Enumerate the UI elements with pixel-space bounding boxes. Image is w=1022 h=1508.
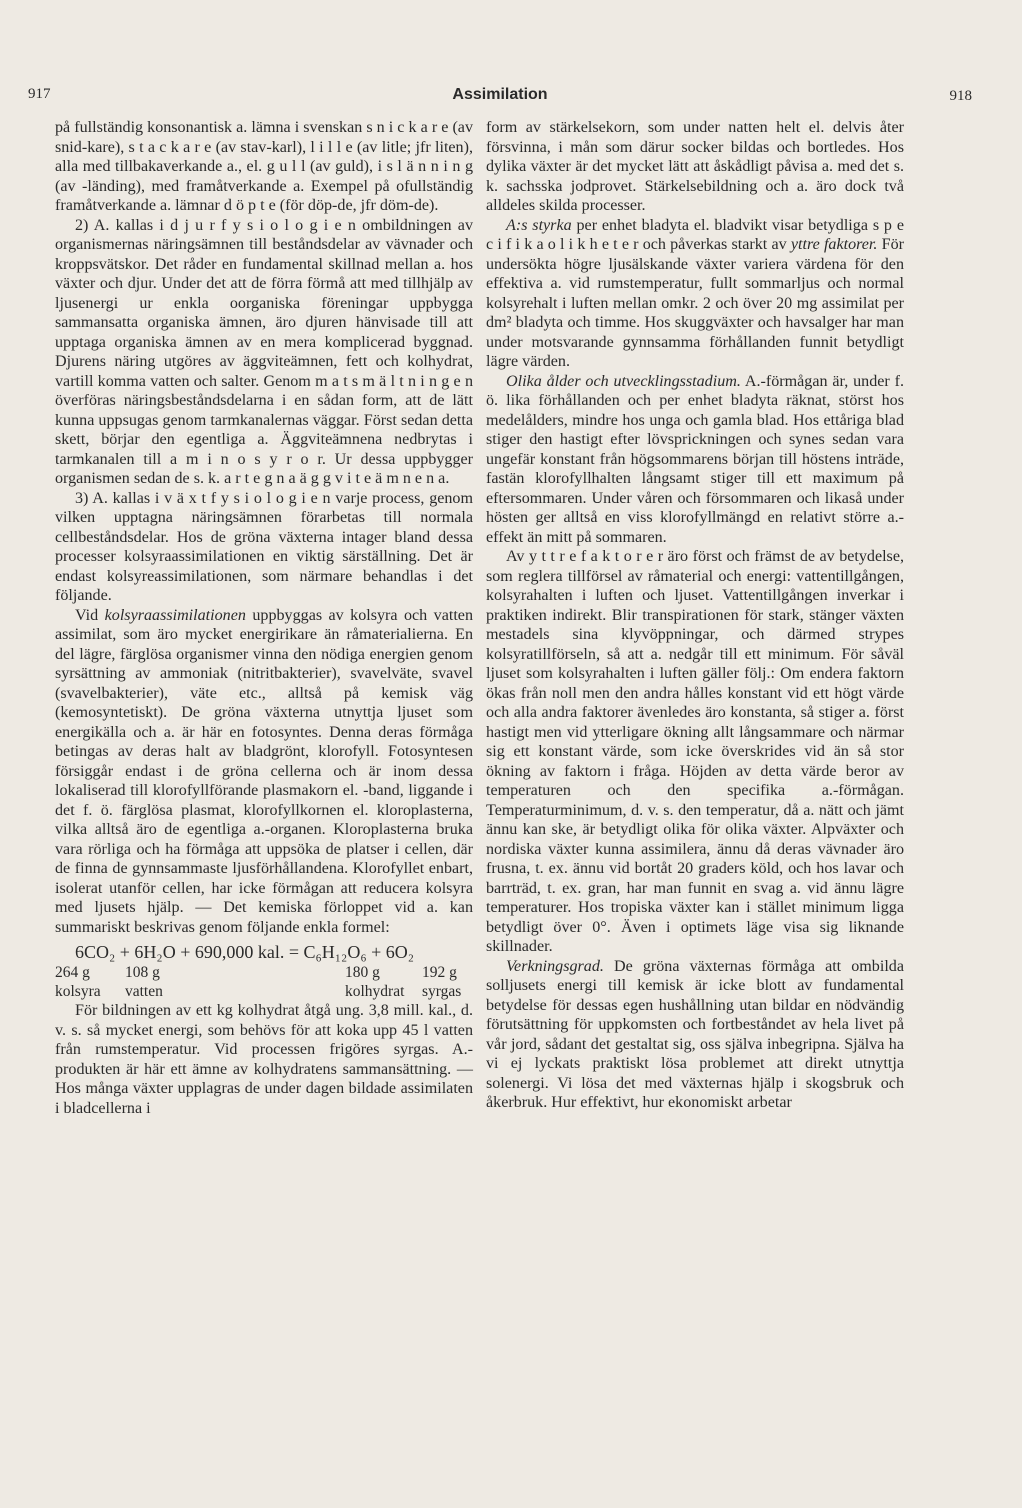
formula-names (55, 982, 473, 1001)
name-cell: syrgas (422, 983, 462, 1000)
term-italic: yttre faktorer. (790, 236, 878, 253)
paragraph-energy: För bildningen av ett kg kolhydrat åtgå ung. 3,8 mill. kal., d. v. s. så mycket energi, som behövs för att koka upp 45 l vatten från rumstemperatur. Vid processen frigöres syrgas. A.-produkten är här ett ämne av kolhydratens sammansättning. — Hos många växter upplagras de under dagen bildade assimilaten i bladcellerna i (55, 1002, 473, 1117)
mass-cell: 180 g (345, 964, 380, 981)
mass-cell: 108 g (125, 964, 160, 981)
page-number-right: 918 (949, 88, 972, 104)
paragraph-djurfysiologi: 2) A. kallas i d j u r f y s i o l o g i e n ombildningen av organismernas näringsämnen till beståndsdelar av vävnader och kroppsvätskor. Det råder en fundamental skillnad mellan a. hos växter och djur. Under det att de förra förmå att med tillhjälp av ljusenergi ur enkla oorganiska föreningar uppbygga sammansatta organiska ämnen, äro djuren hänvisade till att upptaga organiska ämnen av en mera komplicerad byggnad. Djurens näring utgöres av äggviteämnen, fett och kolhydrat, vartill komma vatten och salter. Genom m a t s m ä l t n i n g e n överföras näringsbeståndsdelarna i en sådan form, att de lätt kunna uppsugas genom tarmkanalernas väggar. Först sedan detta skett, börjar den egentliga a. Äggviteämnena nedbrytas i tarmkanalen till a m i n o s y r o r. Ur dessa uppbygger organismen sedan de s. k. a r t e g n a ä g g v i t e ä m n e n a. (55, 216, 473, 487)
paragraph-vaxtfysiologi: 3) A. kallas i v ä x t f y s i o l o g i e n varje process, genom vilken upptagna näringsämnen förarbetas till normala cellbeståndsdelar. Hos de gröna växterna intager bland dessa processer kolsyraassimilationen en viktig särställning. Det är endast kolsyreassimilationen, som närmare behandlas i det följande. (55, 489, 473, 604)
term-italic: kolsyraassimilationen (104, 606, 246, 624)
paragraph-continuation: på fullständig konsonantisk a. lämna i svenskan s n i c k a r e (av snid-kare), s t a c k a r e (av stav-karl), l i l l e (av litle; jfr liten), alla med tillbakaverkande a., el. g u l l (av guld), i s l ä n n i n g (av -länding), med framåtverkande a. Exempel på ofullständig framåtverkande a. lämnar d ö p t e (för döp-de, jfr döm-de). (55, 119, 473, 214)
term-italic: A:s styrka (506, 216, 572, 234)
paragraph-text: per enhet bladyta el. bladvikt visar betydliga s p e c i f i k a o l i k h e t e r och påverkas starkt av (486, 216, 904, 253)
term-italic: Verkningsgrad. (506, 957, 604, 975)
paragraph-kolsyraassimilation (55, 606, 473, 938)
paragraph-text: uppbyggas av kolsyra och vatten assimilat, som äro mycket energirikare än råmaterialierna. En del lägre, färglösa organismer vinna den nödiga energien genom syrsättning av ammoniak (nitritbakterier), svavelväte, svavel (svavelbakterier), väte etc., alltså på kemisk väg (kemosyntetiskt). De gröna växterna utnyttja ljuset som energikälla och a. är här en fotosyntes. Denna deras förmåga betingas av deras halt av bladgrönt, klorofyll. Fotosyntesen försiggår endast i de gröna cellerna och är inom dessa lokaliserad till klorofyllförande plasmakorn el. -band, liggande i det f. ö. färglösa plasmat, klorofyllkornen el. kloroplasterna, vilka alltså äro de egentliga a.-organen. Kloroplasterna bruka vara rörliga och ha förmåga att uppsöka de platser i cellen, där de finna de gynnsammaste ljusförhållandena. Klorofyllet enbart, isolerat utanför cellen, har icke förmågan att reducera kolsyra med ljusets hjälp. — Det kemiska förloppet vid a. kan summariskt beskrivas genom följande enkla formel: (55, 606, 473, 936)
paragraph-alder (486, 372, 904, 548)
mass-cell: 192 g (422, 964, 457, 981)
page-header (28, 80, 972, 108)
name-cell: kolsyra (55, 983, 101, 1000)
formula-legend (55, 963, 473, 1001)
paragraph-yttre-faktorer: Av y t t r e f a k t o r e r äro först och främst de av betydelse, som reglera tillförsel av råmaterial och energi: vattentillgången, kolsyrahalten i luften och ljuset. Vattentillgången inverkar i praktiken indirekt. Blir transpirationen för stark, stänger växten mestadels sina klyvöppningar, och därmed strypes kolsyratillförseln, så att a. nedgår till ett minimum. För såväl ljuset som kolsyrahalten i luften gäller följ.: Om endera faktorn ökas från noll men den andra hålles konstant vid ett högt värde och alla andra faktorer ävenledes äro konstanta, så stiger a. först hastigt men vid ytterligare ökning allt långsammare och närmar sig ett konstant värde, som icke överskrides vid än så stor ökning av faktorn i fråga. Höjden av detta värde beror av temperaturen och den specifika a.-förmågan. Temperaturminimum, d. v. s. den temperatur, då a. nätt och jämt ännu kan ske, är betydligt olika för olika växter. Alpväxter och nordiska växter kunna assimilera, ännu då deras vävnader äro frusna, t. ex. ännu vid bortåt 20 graders köld, och hos lavar och barrträd, t. ex. gran, har man funnit en svag a. vid ännu lägre temperaturer. Hos tropiska växter kan i stället minimum ligga betydligt över 0°. Även i optimets läge visa sig liknande skillnader. (486, 548, 904, 955)
right-column (486, 118, 904, 1113)
formula-masses (55, 963, 473, 982)
paragraph-text: A.-förmågan är, under f. ö. lika förhållanden och per enhet bladyta räknat, störst hos medelålders, mindre hos unga och gamla blad. Hos ettåriga blad stiger den hastigt efter lövsprickningen och synes sedan vara ungefär konstant från högsommarens början till höstens inträde, fastän klorofyllhalten långsamt stiger till ett maximum på eftersommaren. Under våren och försommaren och likaså under hösten ger alltså en viss klorofyllmängd en relativt större a.-effekt än mitt på sommaren. (486, 372, 904, 546)
paragraph-text: De gröna växternas förmåga att ombilda solljusets energi till kemisk är icke blott av fundamental betydelse för dessas egen hushållning utan bildar en nödvändig förutsättning för uppkomsten och fortbeståndet av hela livet på vår jord, sådant det gestaltat sig, oss själva inbegripna. Själva ha vi ej lyckats praktiskt lösa problemet att direkt utnyttja solenergi. Vi lösa det med växternas hjälp i skogsbruk och åkerbruk. Hur effektivt, hur ekonomiskt arbetar (486, 957, 904, 1111)
paragraph-text: För undersökta högre ljusälskande växter variera värdena för den effektiva a. vid rumstemperatur, fullt sommarljus och normal kolsyrehalt i luften mellan omkr. 2 och över 20 mg assimilat per dm² bladyta och timme. Hos skuggväxter och havsalger har man under motsvarande gynnsamma förhållanden funnit betydligt lägre värden. (486, 236, 904, 370)
name-cell: vatten (125, 983, 163, 1000)
name-cell: kolhydrat (345, 983, 405, 1000)
chemical-formula: 6CO₂ + 6H₂O + 690,000 kal. = C₆H₁₂O₆ + 6O₂ (75, 942, 415, 962)
term-italic: Olika ålder och utvecklingsstadium. (506, 372, 741, 390)
paragraph-styrka (486, 216, 904, 372)
paragraph-verkningsgrad (486, 957, 904, 1113)
page-number-left: 917 (28, 86, 51, 102)
running-title: Assimilation (452, 86, 548, 103)
mass-cell: 264 g (55, 964, 90, 981)
left-column (55, 118, 473, 1118)
lead-word: Vid (75, 606, 99, 624)
paragraph-continuation: form av stärkelsekorn, som under natten helt el. delvis åter försvinna, i mån som därur socker bildas och bortledes. Hos dylika växter är det mycket lätt att åskådligt påvisa a. med det s. k. sachsska jodprovet. Stärkelsebildning och a. äro dock två alldeles skilda processer. (486, 119, 904, 214)
